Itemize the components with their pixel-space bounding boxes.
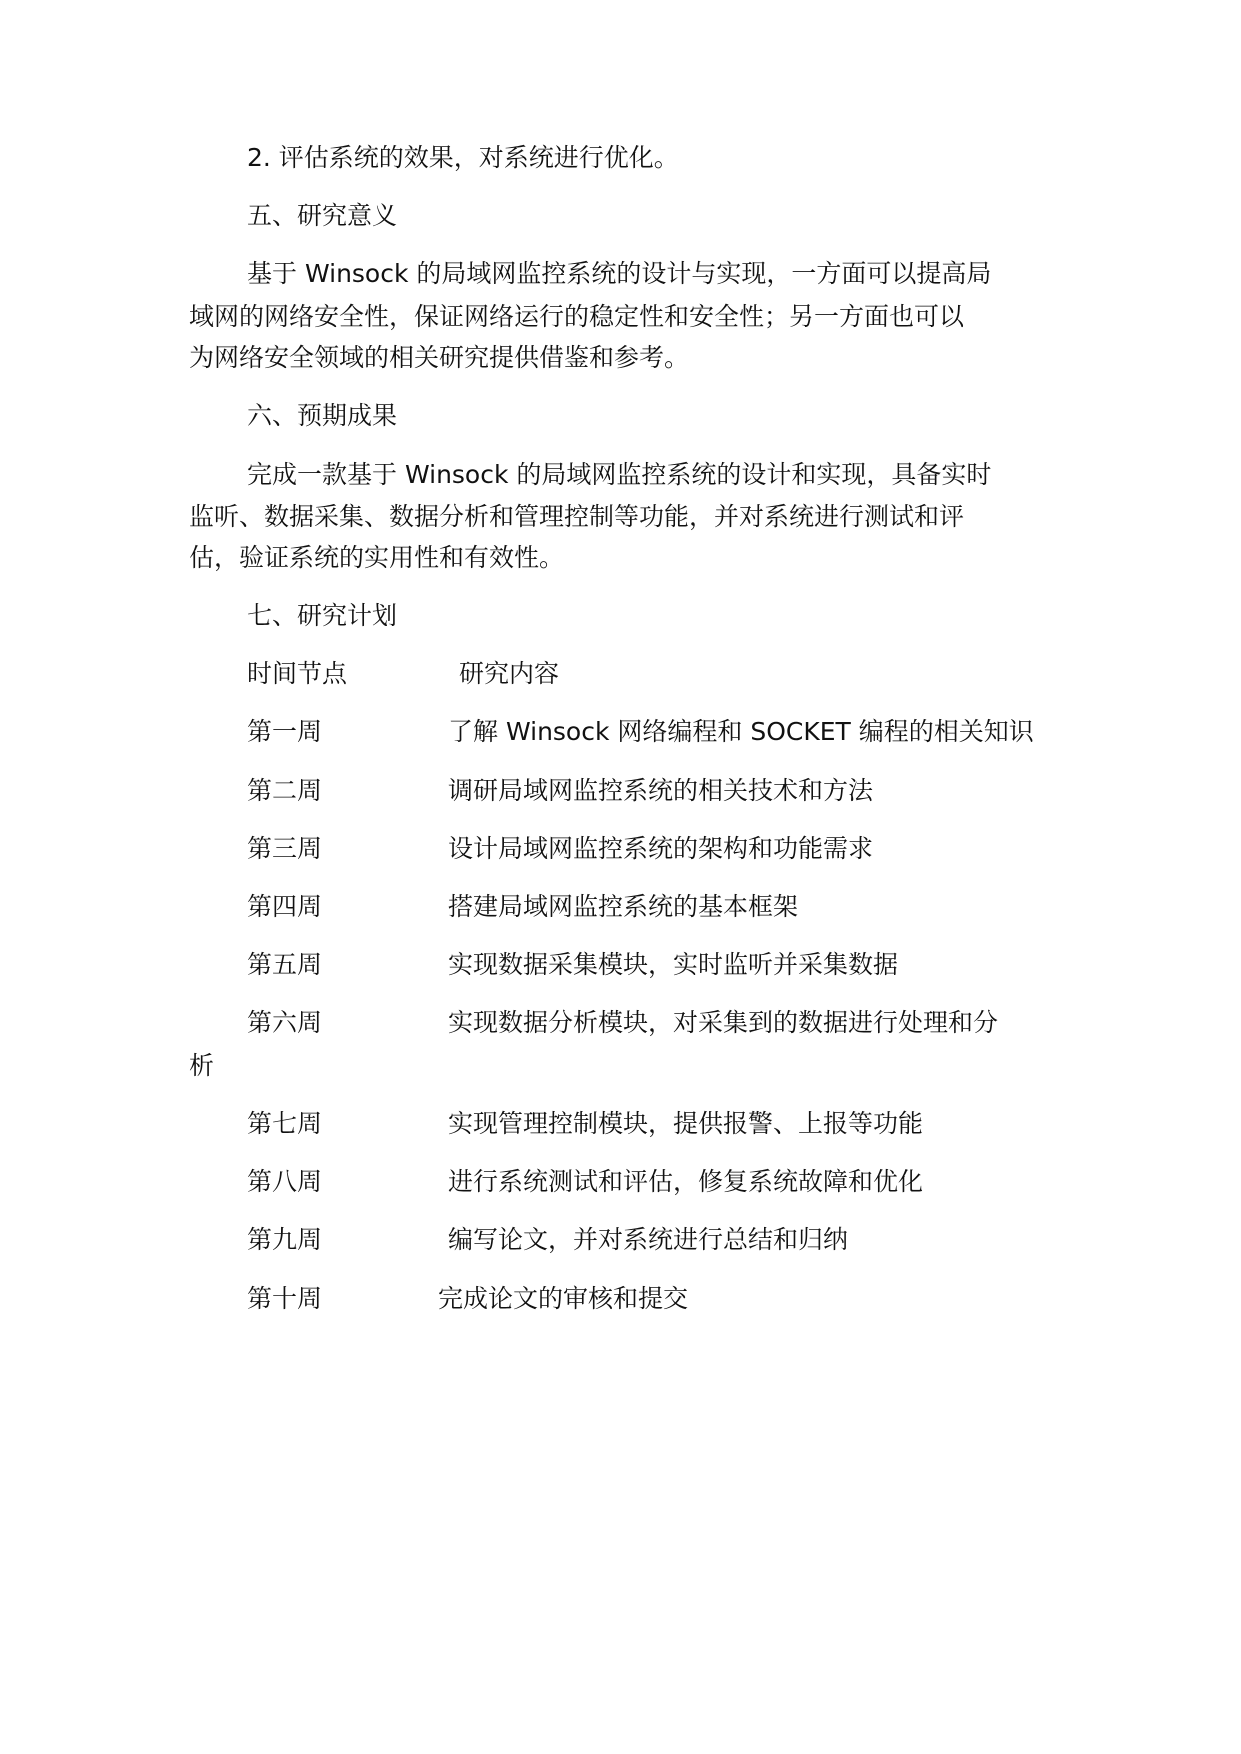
schedule-row-week: 第五周 [247,950,323,979]
paragraph-6-line-3: 估，验证系统的实用性和有效性。 [189,543,565,572]
schedule-row-content: 搭建局域网监控系统的基本框架 [448,892,799,921]
schedule-row-content: 了解 Winsock 网络编程和 SOCKET 编程的相关知识 [448,717,1034,746]
paragraph-6-line-1: 完成一款基于 Winsock 的局域网监控系统的设计和实现，具备实时 [247,460,992,489]
section-heading-5: 五、研究意义 [247,201,398,230]
schedule-row-content-wrap: 析 [189,1051,215,1080]
schedule-row-content: 实现管理控制模块，提供报警、上报等功能 [448,1109,924,1138]
list-item-2: 2. 评估系统的效果，对系统进行优化。 [247,143,679,172]
schedule-row-week: 第九周 [247,1225,323,1254]
schedule-row-week: 第八周 [247,1167,323,1196]
schedule-row-week: 第一周 [247,717,323,746]
schedule-row-week: 第六周 [247,1008,323,1037]
schedule-row-content: 实现数据采集模块，实时监听并采集数据 [448,950,899,979]
schedule-header-content: 研究内容 [459,659,560,688]
schedule-row-week: 第二周 [247,776,323,805]
schedule-row-content: 调研局域网监控系统的相关技术和方法 [448,776,874,805]
schedule-row-week: 第十周 [247,1284,323,1313]
schedule-row-content: 进行系统测试和评估，修复系统故障和优化 [448,1167,924,1196]
schedule-row-week: 第四周 [247,892,323,921]
schedule-row-week: 第七周 [247,1109,323,1138]
section-heading-7: 七、研究计划 [247,601,398,630]
schedule-row-content: 完成论文的审核和提交 [438,1284,689,1313]
schedule-header-time: 时间节点 [247,659,348,688]
schedule-row-content: 设计局域网监控系统的架构和功能需求 [448,834,874,863]
paragraph-5-line-3: 为网络安全领域的相关研究提供借鉴和参考。 [189,343,690,372]
paragraph-5-line-1: 基于 Winsock 的局域网监控系统的设计与实现，一方面可以提高局 [247,259,992,288]
paragraph-5-line-2: 域网的网络安全性，保证网络运行的稳定性和安全性；另一方面也可以 [189,302,965,331]
section-heading-6: 六、预期成果 [247,401,398,430]
paragraph-6-line-2: 监听、数据采集、数据分析和管理控制等功能，并对系统进行测试和评 [189,502,965,531]
schedule-row-content: 实现数据分析模块，对采集到的数据进行处理和分 [448,1008,999,1037]
schedule-row-week: 第三周 [247,834,323,863]
schedule-row-content: 编写论文，并对系统进行总结和归纳 [448,1225,849,1254]
